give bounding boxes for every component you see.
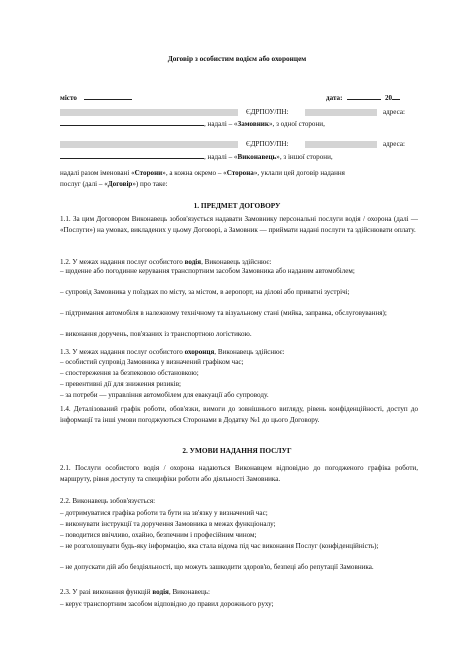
place-label: місто — [60, 94, 77, 102]
clause-text: , Виконавець: — [168, 588, 211, 596]
party1-name-field[interactable] — [60, 109, 238, 116]
party1-address-blank[interactable] — [60, 118, 204, 126]
clause-1-3-item: – особистий супровід Замовника у визначений графіком час; — [60, 358, 244, 366]
clause-text: 2.3. У разі виконання функцій — [60, 588, 153, 596]
section2-heading: 2. УМОВИ НАДАННЯ ПОСЛУГ — [182, 446, 292, 455]
intro-text: ») про таке: — [132, 180, 168, 188]
clause-1-3-intro — [60, 348, 285, 357]
clause-text: 1.3. У межах надання послуг особистого — [60, 348, 185, 356]
clause-2-2-item: – поводитися ввічливо, охайно, безпечним і професійним чином; — [60, 531, 257, 539]
clause-1-4: 1.4. Деталізований графік роботи, обов'язки, вимоги до зовнішнього вигляду, рівень конфіденційності, доступ до інформації та інші умови погоджуються Сторонами в Додатку №1 до цього Договору. — [60, 405, 418, 424]
clause-text: , Виконавець здійснює: — [214, 348, 285, 356]
party1-edrpou-label: ЄДРПОУ/ПН: — [246, 108, 289, 116]
clause-2-2-item: – виконувати інструкції та доручення Замовника в межах функціоналу; — [60, 520, 276, 528]
intro-bold-contract: Договір — [107, 180, 133, 188]
document-title: Договір з особистим водієм або охоронцем — [167, 54, 307, 63]
intro-bold-parties: Сторони — [134, 169, 163, 177]
clause-text: , Виконавець здійснює: — [201, 258, 272, 266]
intro-line2 — [60, 180, 167, 189]
party1-edrpou-field[interactable] — [305, 109, 377, 116]
clause-1-2-item: – підтримання автомобіля в належному технічному та візуальному стані (мийка, заправка, обслуговування); — [60, 309, 387, 317]
party2-role-name: Виконавець — [237, 153, 277, 161]
place-blank[interactable] — [84, 92, 132, 100]
party1-address-label: адреса: — [383, 108, 405, 116]
clause-1-3-item: – спостереження за безпековою обстановкою; — [60, 369, 199, 377]
party2-line2 — [60, 151, 333, 162]
clause-2-2-item: – не розголошувати будь-яку інформацію, яка стала відома під час виконання Послуг (конфіденційність); — [60, 542, 379, 550]
intro-bold-party: Сторона — [226, 169, 254, 177]
party2-address-blank[interactable] — [60, 151, 204, 159]
party1-line1 — [60, 108, 238, 117]
year-prefix: 20 — [385, 94, 393, 102]
party2-address-label: адреса: — [383, 140, 405, 148]
party2-address — [383, 140, 405, 149]
clause-1-3-item: – превентивні дії для зниження ризиків; — [60, 380, 182, 388]
place-line — [60, 92, 132, 103]
party1-address — [383, 108, 405, 117]
intro-text: », а кожна окремо – « — [162, 169, 227, 177]
clause-2-2-intro: 2.2. Виконавець зобов'язується: — [60, 497, 156, 505]
party2-edrpou-label: ЄДРПОУ/ПН: — [246, 140, 289, 148]
party2-role-suffix: », з іншої сторони, — [276, 153, 333, 161]
intro-line1 — [60, 169, 345, 178]
clause-2-2-item: – не допускати дій або бездіяльності, що можуть зашкодити здоров'ю, безпеці або репутації Замовника. — [60, 563, 374, 571]
party1-role-suffix: », з одної сторони, — [268, 120, 325, 128]
clause-2-1: 2.1. Послуги особистого водія / охорона надаються Виконавцем відповідно до погодженого графіка роботи, маршруту, рівня доступу та специфіки роботи або діяльності Замовника. — [60, 464, 418, 483]
clause-1-3-item: – за потреби — управління автомобілем для евакуації або супроводу. — [60, 391, 269, 399]
year-blank[interactable] — [392, 92, 400, 100]
clause-1-1: 1.1. За цим Договором Виконавець зобов'язується надавати Замовнику персональні послуги водія / охорона (далі — «Послуги») на умовах, викладених у цьому Договорі, а Замовник — приймати надані послуги та здійснювати оплату. — [60, 215, 418, 234]
party1-line2 — [60, 118, 325, 129]
clause-2-3-intro — [60, 588, 210, 597]
section1-heading: 1. ПРЕДМЕТ ДОГОВОРУ — [193, 201, 281, 210]
clause-2-2-item: – дотримуватися графіка роботи та бути на зв'язку у визначений час; — [60, 509, 268, 517]
clause-1-2-item: – супровід Замовника у поїздках по місту, за містом, в аеропорт, на ділові або приватні зустрічі; — [60, 288, 350, 296]
party1-role-name: Замовник — [237, 120, 269, 128]
clause-bold: водія — [152, 588, 169, 596]
clause-1-2-item: – виконання доручень, пов'язаних із транспортною логістикою. — [60, 330, 252, 338]
date-label: дата: — [326, 94, 343, 102]
clause-2-3-item: – керує транспортним засобом відповідно до правил дорожнього руху; — [60, 600, 274, 608]
party2-edrpou — [246, 140, 289, 149]
party2-role-prefix: , надалі – « — [204, 153, 238, 161]
date-blank[interactable] — [347, 92, 381, 100]
party2-edrpou-field-wrap — [305, 140, 377, 149]
party1-role-prefix: , надалі – « — [204, 120, 238, 128]
intro-text: надалі разом іменовані « — [60, 169, 135, 177]
party1-edrpou-field-wrap — [305, 108, 377, 117]
intro-text: », уклали цей договір надання — [253, 169, 345, 177]
clause-bold: охоронця — [184, 348, 215, 356]
clause-text: 1.2. У межах надання послуг особистого — [60, 258, 185, 266]
party1-edrpou — [246, 108, 289, 117]
party2-name-field[interactable] — [60, 141, 238, 148]
intro-text: послуг (далі – « — [60, 180, 108, 188]
date-line — [326, 92, 400, 103]
clause-bold: водія — [184, 258, 202, 266]
party2-line1 — [60, 140, 238, 149]
party2-edrpou-field[interactable] — [305, 141, 377, 148]
clause-1-2-item: – щоденне або погодинне керування транспортним засобом Замовника або наданим автомобілем; — [60, 267, 355, 275]
